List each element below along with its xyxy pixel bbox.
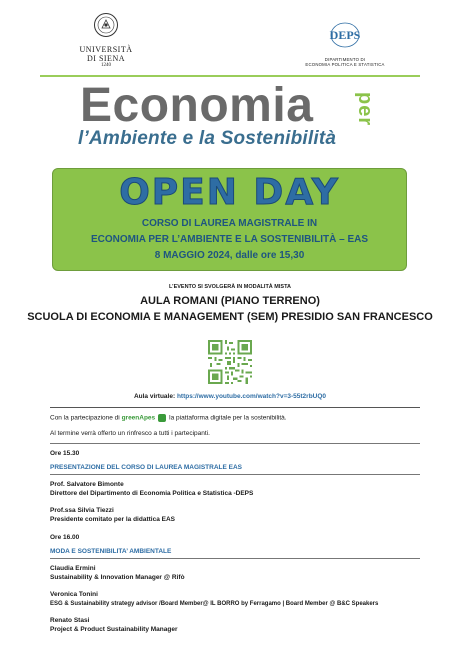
speaker-5-role: Project & Product Sustainability Manager: [50, 626, 178, 633]
deps-subtitle-2: ECONOMIA POLITICA E STATISTICA: [305, 62, 385, 68]
venue-room: AULA ROMANI (PIANO TERRENO): [140, 295, 320, 307]
session-1-title: PRESENTAZIONE DEL CORSO DI LAUREA MAGISTRALE EAS: [50, 464, 243, 471]
header-divider: [40, 75, 420, 77]
greenapes-icon: [158, 414, 166, 422]
session-2-divider: [50, 558, 420, 559]
deps-logo: [300, 20, 390, 67]
deps-logo-text: DEPS: [329, 28, 361, 42]
speaker-3-name: Claudia Ermini: [50, 565, 96, 572]
event-mode: L’EVENTO SI SVOLGERÀ IN MODALITÀ MISTA: [168, 284, 292, 290]
unisi-logo: [66, 12, 146, 69]
title-subtitle: l’Ambiente e la Sostenibilità: [78, 128, 337, 149]
partner-suffix: la piattaforma digitale per la sostenibilità.: [169, 414, 287, 422]
deps-emblem-icon: [323, 20, 367, 52]
speaker-2-name: Prof.ssa Silvia Tiezzi: [50, 507, 114, 514]
speaker-1-role: Direttore del Dipartimento di Economia Politica e Statistica -DEPS: [50, 490, 254, 497]
unisi-di: DI SIENA: [87, 54, 125, 63]
partner-prefix: Con la partecipazione di: [50, 414, 120, 422]
speaker-3-role: Sustainability & Innovation Manager @ Rifò: [50, 574, 185, 581]
virtual-room: [0, 393, 460, 400]
unisi-year: 1240: [101, 63, 111, 68]
session-1-divider: [50, 474, 420, 475]
speaker-4-role: ESG & Sustainability strategy advisor /Board Member@ IL BORRO by Ferragamo | Board Member @ B&C Speakers: [50, 601, 379, 607]
open-day-title: OPEN DAY: [119, 172, 340, 213]
speaker-2-role: Presidente comitato per la didattica EAS: [50, 516, 175, 523]
refresh-note: Al termine verrà offerto un rinfresco a tutti i partecipanti.: [50, 430, 210, 437]
time-2: Ore 16.00: [50, 534, 80, 541]
partner-line: [50, 414, 287, 423]
title-per: per: [354, 92, 376, 127]
speaker-4-name: Veronica Tonini: [50, 591, 98, 598]
qr-code-icon[interactable]: [208, 340, 252, 384]
title-economia: Economia: [80, 79, 314, 132]
partner-name: greenApes: [121, 414, 156, 422]
banner-course-line: CORSO DI LAUREA MAGISTRALE IN: [141, 218, 318, 229]
deps-subtitle-1: DIPARTIMENTO DI: [324, 57, 366, 62]
virtual-label: Aula virtuale:: [133, 393, 176, 400]
speaker-5-name: Renato Stasi: [50, 617, 90, 624]
speaker-1-name: Prof. Salvatore Bimonte: [50, 481, 124, 488]
venue-school: SCUOLA DI ECONOMIA E MANAGEMENT (SEM) PRESIDIO SAN FRANCESCO: [27, 311, 433, 323]
unisi-seal-icon: [93, 12, 119, 38]
banner-date-line: 8 MAGGIO 2024, dalle ore 15,30: [154, 250, 305, 261]
unisi-name: UNIVERSITÀ: [79, 45, 133, 54]
section-divider: [50, 407, 420, 408]
banner-program-line: ECONOMIA PER L’AMBIENTE E LA SOSTENIBILITÀ – EAS: [90, 234, 369, 245]
program-divider: [50, 443, 420, 444]
session-2-title: MODA E SOSTENIBILITA’ AMBIENTALE: [50, 548, 172, 555]
time-1: Ore 15.30: [50, 450, 80, 457]
virtual-room-link[interactable]: https://www.youtube.com/watch?v=3-55t2rbUQ0: [176, 393, 327, 400]
